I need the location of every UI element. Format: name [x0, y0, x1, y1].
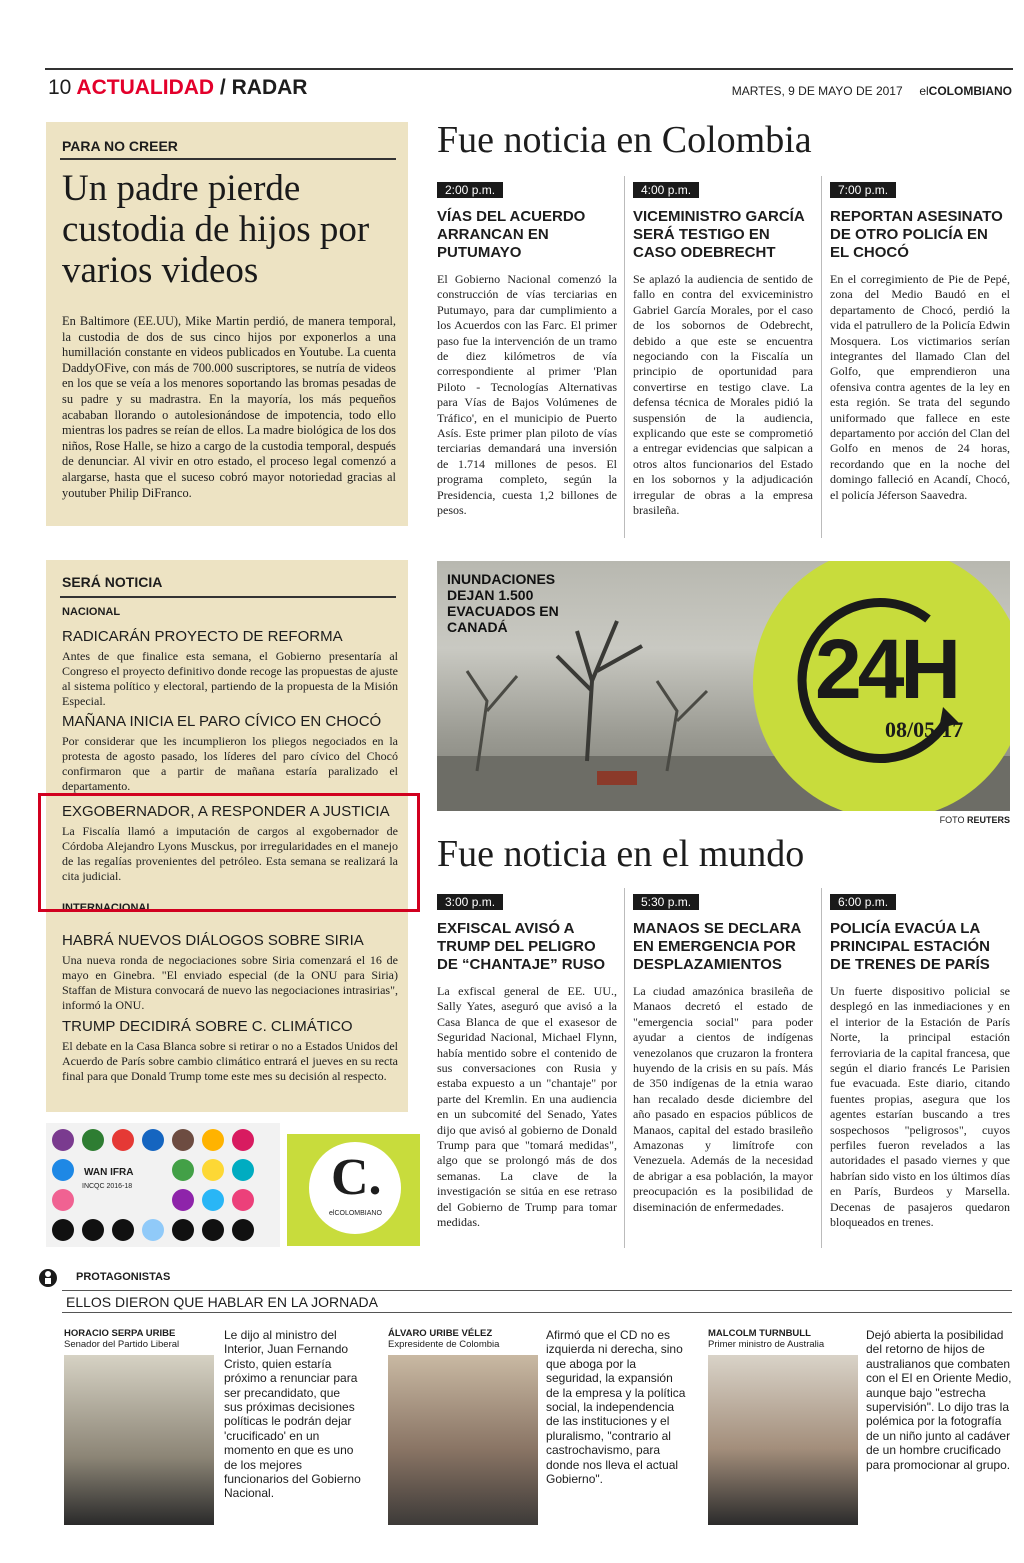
colombia-col-2 [633, 181, 813, 519]
protagonist-photo-1 [64, 1355, 214, 1525]
brand-name: COLOMBIANO [928, 84, 1012, 98]
protagonist-role: Senador del Partido Liberal [64, 1339, 180, 1350]
sera-noticia-item [62, 1018, 398, 1084]
color-swatch [82, 1129, 104, 1151]
sera-noticia-body: Una nueva ronda de negociaciones sobre Siria comenzará el 16 de mayo en Ginebra. "El enviado especial (de la ONU para Siria) Staffan de Mistura convocará de nuevo las negociaciones intrasirias", informó la ONU. [62, 953, 398, 1012]
time-tag: 2:00 p.m. [437, 182, 503, 198]
mundo-col-2 [633, 893, 813, 1215]
24h-date: 08/05/17 [885, 717, 964, 742]
sera-noticia-headline: HABRÁ NUEVOS DIÁLOGOS SOBRE SIRIA [62, 932, 364, 949]
issue-date: MARTES, 9 DE MAYO DE 2017 [731, 84, 903, 98]
colombia-headline-2: VICEMINISTRO GARCÍA SERÁ TESTIGO EN CASO ODEBRECHT [633, 208, 805, 261]
photo-caption: INUNDACIONES DEJAN 1.500 EVACUADOS EN CANADÁ [447, 571, 559, 635]
logo-brand: elCOLOMBIANO [329, 1210, 382, 1217]
protagonist-name: ÁLVARO URIBE VÉLEZ [388, 1328, 493, 1339]
color-swatch [172, 1129, 194, 1151]
page-header [48, 76, 307, 100]
colombia-headline-1: VÍAS DEL ACUERDO ARRANCAN EN PUTUMAYO [437, 208, 586, 261]
protagonist-photo-3 [708, 1355, 858, 1525]
protagonist-text-3: Dejó abierta la posibilidad del retorno de hijos de australianos que combaten con el EI en Oriente Medio, aunque bajo "estrecha supervisión". Lo dijo tras la polémica por la fotografía de un niño junto al cadáver de un hombre crucificado para promocionar al grupo. [866, 1328, 1012, 1472]
color-swatch [112, 1129, 134, 1151]
color-swatch [142, 1129, 164, 1151]
person-glyph [38, 1266, 58, 1290]
time-tag: 5:30 p.m. [633, 894, 699, 910]
sera-noticia-body: El debate en la Casa Blanca sobre si retirar o no a Estados Unidos del Acuerdo de París sobre cambio climático entrará el jueves en su recta final para que Donald Trump tome este mes su decisión al respecto. [62, 1039, 398, 1083]
header-meta [732, 84, 1012, 98]
mundo-headline-3: POLICÍA EVACÚA LA PRINCIPAL ESTACIÓN DE TRENES DE PARÍS [830, 920, 991, 973]
color-swatch [202, 1159, 224, 1181]
protagonist-3 [708, 1328, 858, 1350]
color-swatch [52, 1219, 74, 1241]
colombia-body-3: En el corregimiento de Pie de Pepé, zona del Medio Baudó en el departamento de Chocó, perdió la vida el patrullero de la Policía Edwin Mosquera. Los victimarios serían integrantes del llamado Clan del Golfo, que emprendieron una ofensiva contra agentes de la ley en esta región. Se trata del segundo uniformado que fallece en este departamento por acción del Clan del Golfo en menos de 24 horas, recordando que en la noche del domingo falleció en Acandí, Chocó, el policía Jéferson Saavedra. [830, 272, 1010, 502]
protagonist-name: HORACIO SERPA URIBE [64, 1328, 176, 1339]
para-no-creer-title: Un padre pierde custodia de hijos por varios videos [62, 168, 370, 291]
sera-noticia-body: La Fiscalía llamó a imputación de cargos al exgobernador de Córdoba Alejandro Lyons Musckus, por irregularidades en el manejo de las regalías provenientes del petróleo. Esta semana se realizará la cita judicial. [62, 824, 398, 883]
color-swatch [52, 1159, 74, 1181]
credit-source: REUTERS [966, 815, 1010, 825]
protagonistas-subtitle: ELLOS DIERON QUE HABLAR EN LA JORNADA [66, 1294, 378, 1310]
color-swatch [232, 1219, 254, 1241]
incqc-label: INCQC 2016-18 [82, 1183, 133, 1190]
sera-noticia-item [62, 932, 398, 1013]
color-swatch [232, 1129, 254, 1151]
protagonistas-kicker: PROTAGONISTAS [76, 1271, 171, 1283]
time-tag: 3:00 p.m. [437, 894, 503, 910]
sera-noticia-headline: RADICARÁN PROYECTO DE REFORMA [62, 628, 343, 645]
brand-prefix: el [919, 84, 929, 98]
subsection-name: RADAR [231, 76, 308, 99]
header-separator: / [219, 76, 226, 99]
color-swatch [52, 1129, 74, 1151]
color-swatch [232, 1189, 254, 1211]
sera-noticia-item [62, 628, 398, 709]
protagonist-text-2: Afirmó que el CD no es izquierda ni derecha, sino que aboga por la seguridad, la expansión de la empresa y la política social, la independencia de las instituciones y el pluralismo, "contrario al castrochavismo, para donde nos lleva el actual Gobierno". [546, 1328, 686, 1487]
24h-badge [753, 561, 1010, 811]
protagonist-text-1: Le dijo al ministro del Interior, Juan Fernando Cristo, quien estaría próximo a renunciar para ser precandidato, que sus próximas decisiones políticas le podrán dejar 'crucificado' en un momento en que es uno de los mejores funcionarios del Gobierno Nacional. [224, 1328, 361, 1501]
top-rule [45, 68, 1013, 70]
highlight-box [38, 793, 420, 912]
column-divider [624, 176, 625, 538]
prot-rule [62, 1290, 1012, 1291]
colombia-col-3 [830, 181, 1010, 503]
el-colombiano-ad [287, 1134, 420, 1246]
protagonist-role: Primer ministro de Australia [708, 1339, 825, 1350]
kicker-rule [60, 158, 396, 160]
mundo-headline-2: MANAOS SE DECLARA EN EMERGENCIA POR DESPLAZAMIENTOS [633, 920, 801, 973]
time-tag: 6:00 p.m. [830, 894, 896, 910]
color-swatch [172, 1189, 194, 1211]
time-tag: 7:00 p.m. [830, 182, 896, 198]
protagonist-photo-2 [388, 1355, 538, 1525]
color-swatch [82, 1219, 104, 1241]
mundo-col-1 [437, 893, 617, 1231]
color-swatch [202, 1129, 224, 1151]
column-divider [821, 176, 822, 538]
colombia-body-2: Se aplazó la audiencia de sentido de fallo en contra del exviceministro Gabriel García Morales, por el caso de los sobornos de Odebrecht, debido a que este se encuentra negociando con la Fiscalía un principio de oportunidad para convertirse en testigo clave. La defensa técnica de Morales pidió la suspensión de la audiencia, explicando que este se comprometió a entregar evidencias que salpican a otros altos funcionarios del Estado en los sobornos y la adjudicación irregular de obras a la empresa brasileña. [633, 272, 813, 518]
sera-noticia-headline: MAÑANA INICIA EL PARO CÍVICO EN CHOCÓ [62, 713, 382, 730]
prot-rule [62, 1312, 1012, 1313]
mundo-body-1: La exfiscal general de EE. UU., Sally Yates, aseguró que avisó a la Casa Blanca de que el exasesor de Seguridad Nacional, Michael Flynn, había mentido sobre el contenido de sus conversaciones con Rusia y estaba expuesto a un "chantaje" por parte del Kremlin. En una audiencia en un subcomité del Senado, Yates dijo que avisó al gobierno de Donald Trump para que "tomará medidas", algo que se prolongó más de dos semanas. La clave de la investigación se sitúa en ese retraso del Gobierno de Trump para tomar medidas. [437, 984, 617, 1230]
mundo-col-3 [830, 893, 1010, 1231]
color-swatch [142, 1219, 164, 1241]
mundo-headline-1: EXFISCAL AVISÓ A TRUMP DEL PELIGRO DE “CHANTAJE” RUSO [437, 920, 606, 973]
nacional-label: NACIONAL [62, 606, 121, 618]
para-no-creer-box [46, 122, 408, 526]
sera-noticia-body: Por considerar que les incumplieron los pliegos negociados en la protesta de agosto pasado, los líderes del paro cívico del Chocó confirmaron que a partir de mañana estaría paralizado el departamento. [62, 734, 398, 793]
credit-label: FOTO [939, 815, 965, 825]
sera-noticia-kicker: SERÁ NOTICIA [62, 574, 163, 590]
wan-ifra-logo: WAN IFRA [84, 1167, 134, 1178]
internacional-label: INTERNACIONAL [62, 902, 154, 914]
sera-noticia-item [62, 713, 398, 794]
color-calibration-block [46, 1123, 280, 1247]
color-swatch [112, 1219, 134, 1241]
colombia-title: Fue noticia en Colombia [437, 119, 812, 161]
color-swatch [202, 1189, 224, 1211]
mundo-title: Fue noticia en el mundo [437, 833, 805, 875]
mundo-body-3: Un fuerte dispositivo policial se desplegó en las inmediaciones y en el interior de la Estación de París Norte, la principal estación ferroviaria de la capital francesa, que según el diario francés Le Parisien fue evacuada. Este diario, citando fuentes propias, asegura que los agentes estarían buscando a tres sospechosos "peligrosos", cuyos perfiles fueron revelados a las autoridades el pasado viernes y que habrían sido visto en los últimos días en París, Burdeos y Marsella. Decenas de pasajeros quedaron bloqueados en trenes. [830, 984, 1010, 1230]
color-swatch [232, 1159, 254, 1181]
mundo-body-2: La ciudad amazónica brasileña de Manaos decretó el estado de "emergencia social" para poder ayudar a cientos de indígenas venezolanos que cruzaron la frontera huyendo de la crisis en su país. Más de 350 indígenas de la etnia warao han recalado desde diciembre del año pasado en espacios públicos de Manaos, capital del estado brasileño Amazonas y limítrofe con Venezuela. Además de la necesidad de abrigar a esa población, la mayor preocupación es la posibilidad de diseminación de enfermedades. [633, 984, 813, 1214]
protagonist-1 [64, 1328, 214, 1350]
color-swatch [172, 1159, 194, 1181]
sera-noticia-body: Antes de que finalice esta semana, el Gobierno presentaría al Congreso el proyecto definitivo donde recoge las propuestas de ajuste al sistema político y electoral, partiendo de la propuesta de la Misión Especial. [62, 649, 398, 708]
kicker-rule [60, 596, 396, 598]
sera-noticia-headline: EXGOBERNADOR, A RESPONDER A JUSTICIA [62, 803, 390, 820]
colombia-body-1: El Gobierno Nacional comenzó la construcción de vías terciarias en Putumayo, para dar cumplimiento a los Acuerdos con las Farc. El primer paso fue la intervención de un tramo de diez kilómetros de vía correspondiente al primer 'Plan Piloto - Tecnologías Alternativas para Vías de Bajos Volúmenes de Tráfico', en el municipio de Puerto Asís. Este primer plan piloto de vías terciarias demandará una inversión de 1.714 millones de pesos. El programa completo, según la Presidencia, cuesta 1,2 billones de pesos. [437, 272, 617, 518]
person-icon [38, 1266, 58, 1290]
protagonist-role: Expresidente de Colombia [388, 1339, 500, 1350]
logo-circle [309, 1142, 401, 1234]
24h-label: 24H [815, 622, 958, 716]
colombia-col-1 [437, 181, 617, 519]
colombia-headline-3: REPORTAN ASESINATO DE OTRO POLICÍA EN EL CHOCÓ [830, 208, 1003, 261]
para-no-creer-body: En Baltimore (EE.UU), Mike Martin perdió, de manera temporal, la custodia de dos de sus cinco hijos por exponerlos a una humillación constante en videos publicados en Youtube. La cuenta DaddyOFive, con más de 700.000 suscriptores, se nutría de videos en los que se veía a los menores soportando las bromas pesadas de su padre y su madrastra. En la mayoría, los más pequeños acababan llorando o autolesionándose de impotencia, todo ello mientras los padres se reían de ellos. La madre biológica de los dos niños, Rose Halle, se hizo a cargo de la custodia temporal, después de denunciar. Al vivir en otro estado, el proceso legal comenzó a alargarse, hasta que el suceso cobró mayor notoriedad gracias al youtuber Philip DiFranco. [62, 314, 396, 500]
sera-noticia-headline: TRUMP DECIDIRÁ SOBRE C. CLIMÁTICO [62, 1018, 353, 1035]
page-number: 10 [48, 76, 72, 99]
logo-letter: C. [331, 1149, 382, 1206]
photo-credit [940, 815, 1010, 825]
protagonist-name: MALCOLM TURNBULL [708, 1328, 811, 1339]
color-swatch [172, 1219, 194, 1241]
para-no-creer-kicker: PARA NO CREER [62, 138, 178, 154]
section-name: ACTUALIDAD [76, 76, 215, 99]
color-swatch [202, 1219, 224, 1241]
column-divider [624, 888, 625, 1248]
protagonist-2 [388, 1328, 538, 1350]
color-swatch [52, 1189, 74, 1211]
column-divider [821, 888, 822, 1248]
time-tag: 4:00 p.m. [633, 182, 699, 198]
flood-photo [437, 561, 1010, 811]
